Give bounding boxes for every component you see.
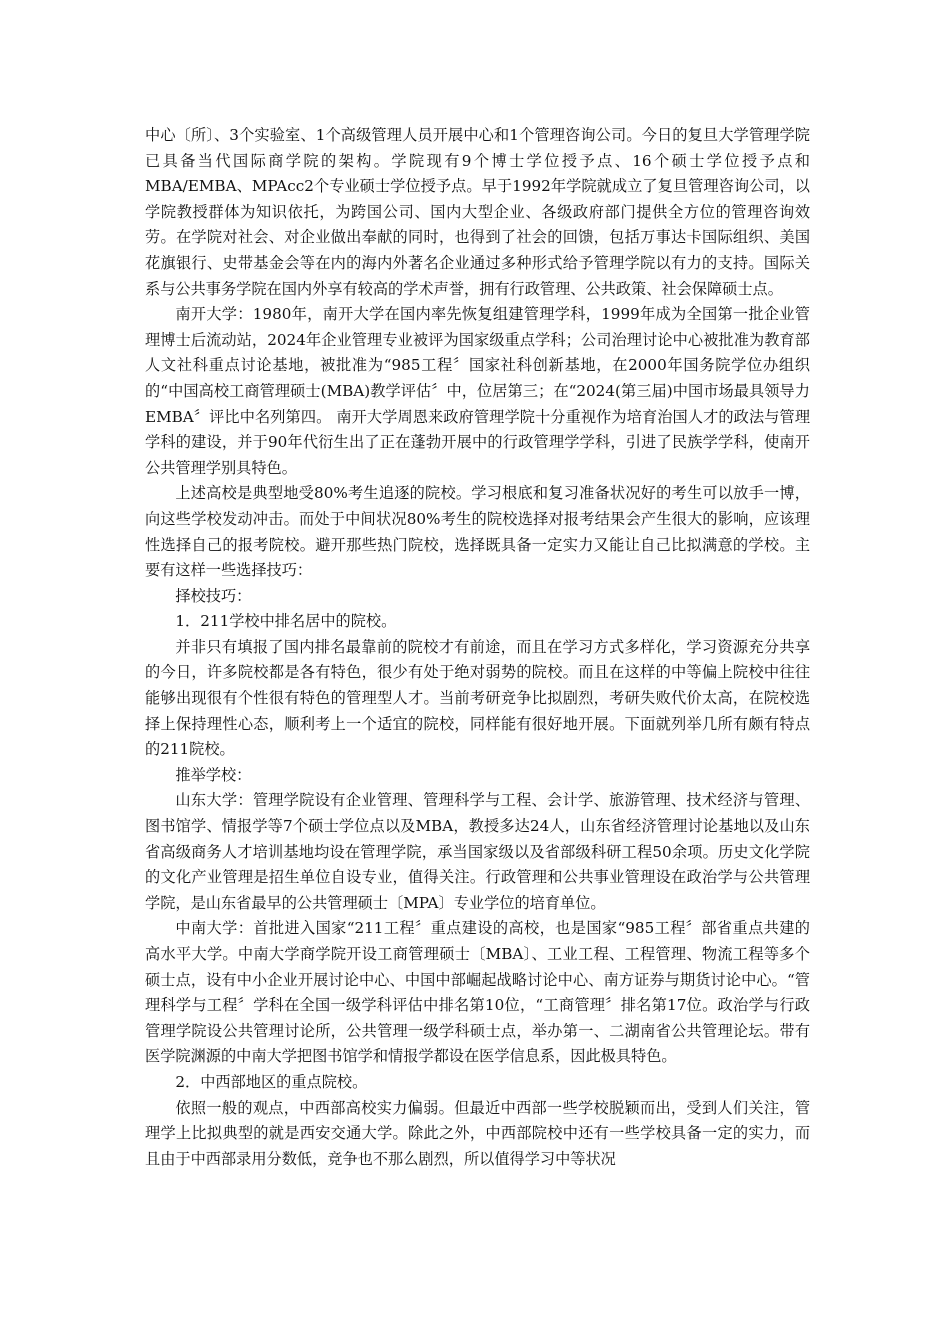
paragraph-fudan-continued: 中心〔所〕、3个实验室、1个高级管理人员开展中心和1个管理咨询公司。今日的复旦大学管理学院已具备当代国际商学院的架构。学院现有9个博士学位授予点、16个硕士学位授予点和MBA/EMBA、MPAcc2个专业硕士学位授予点。早于1992年学院就成立了复旦管理咨询公司，以学院教授群体为知识依托，为跨国公司、国内大型企业、各级政府部门提供全方位的管理咨询效劳。在学院对社会、对企业做出奉献的同时，也得到了社会的回馈，包括万事达卡国际组织、美国花旗银行、史带基金会等在内的海内外著名企业通过多种形式给予管理学院以有力的支持。国际关系与公共事务学院在国内外享有较高的学术声誉，拥有行政管理、公共政策、社会保障硕士点。 <box>145 126 810 298</box>
paragraph-nankai: 南开大学：1980年，南开大学在国内率先恢复组建管理学科，1999年成为全国第一批企业管理博士后流动站，2024年企业管理专业被评为国家级重点学科；公司治理讨论中心被批准为教育部人文社科重点讨论基地，被批准为“985工程〞国家社科创新基地，在2000年国务院学位办组织的“中国高校工商管理硕士(MBA)教学评估〞中，位居第三；在“2024(第三届)中国市场最具领导力EMBA〞评比中名列第四。 南开大学周恩来政府管理学院十分重视作为培育治国人才的政法与管理学科的建设，并于90年代衍生出了正在蓬勃开展中的行政管理学学科，引进了民族学学科，使南开公共管理学别具特色。 <box>145 305 811 477</box>
heading-selection-tips: 择校技巧： <box>175 586 252 605</box>
paragraph-tip-2-body: 依照一般的观点，中西部高校实力偏弱。但最近中西部一些学校脱颖而出，受到人们关注，管理学上比拟典型的就是西安交通大学。除此之外，中西部院校中还有一些学校具备一定的实力，而且由于中西部录用分数低，竞争也不那么剧烈，所以值得学习中等状况 <box>145 1098 810 1168</box>
document-body <box>145 123 810 1172</box>
heading-tip-2: 2．中西部地区的重点院校。 <box>175 1072 368 1091</box>
paragraph-tip-1-body: 并非只有填报了国内排名最靠前的院校才有前途，而且在学习方式多样化，学习资源充分共享的今日，许多院校都是各有特色，很少有处于绝对弱势的院校。而且在这样的中等偏上院校中往往能够出现很有个性很有特色的管理型人才。当前考研竞争比拟剧烈，考研失败代价太高，在院校选择上保持理性心态，顺利考上一个适宜的院校，同样能有很好地开展。下面就列举几所有颇有特点的211院校。 <box>145 637 810 759</box>
heading-recommended-schools: 推举学校： <box>175 765 252 784</box>
paragraph-shandong: 山东大学：管理学院设有企业管理、管理科学与工程、会计学、旅游管理、技术经济与管理、图书馆学、情报学等7个硕士学位点以及MBA，教授多达24人，山东省经济管理讨论基地以及山东省高级商务人才培训基地均设在管理学院，承当国家级以及省部级科研工程50余项。历史文化学院的文化产业管理是招生单位自设专业，值得关注。行政管理和公共事业管理设在政治学与公共管理学院，是山东省最早的公共管理硕士〔MPA〕专业学位的培育单位。 <box>145 791 810 912</box>
paragraph-central-south: 中南大学：首批进入国家“211工程〞重点建设的高校，也是国家“985工程〞部省重点共建的高水平大学。中南大学商学院开设工商管理硕士〔MBA〕、工业工程、工程管理、物流工程等多个硕士点，设有中小企业开展讨论中心、中国中部崛起战略讨论中心、南方证券与期货讨论中心。“管理科学与工程〞学科在全国一级学科评估中排名第10位，“工商管理〞排名第17位。政治学与行政管理学院设公共管理讨论所，公共管理一级学科硕士点，举办第一、二湖南省公共管理论坛。带有医学院渊源的中南大学把图书馆学和情报学都设在医学信息系，因此极具特色。 <box>145 919 810 1066</box>
paragraph-school-choice-intro: 上述高校是典型地受80%考生追逐的院校。学习根底和复习准备状况好的考生可以放手一博，向这些学校发动冲击。而处于中间状况80%考生的院校选择对报考结果会产生很大的影响，应该理性选择自己的报考院校。避开那些热门院校，选择既具备一定实力又能让自己比拟满意的学校。主要有这样一些选择技巧： <box>145 484 810 580</box>
heading-tip-1: 1．211学校中排名居中的院校。 <box>175 612 397 631</box>
